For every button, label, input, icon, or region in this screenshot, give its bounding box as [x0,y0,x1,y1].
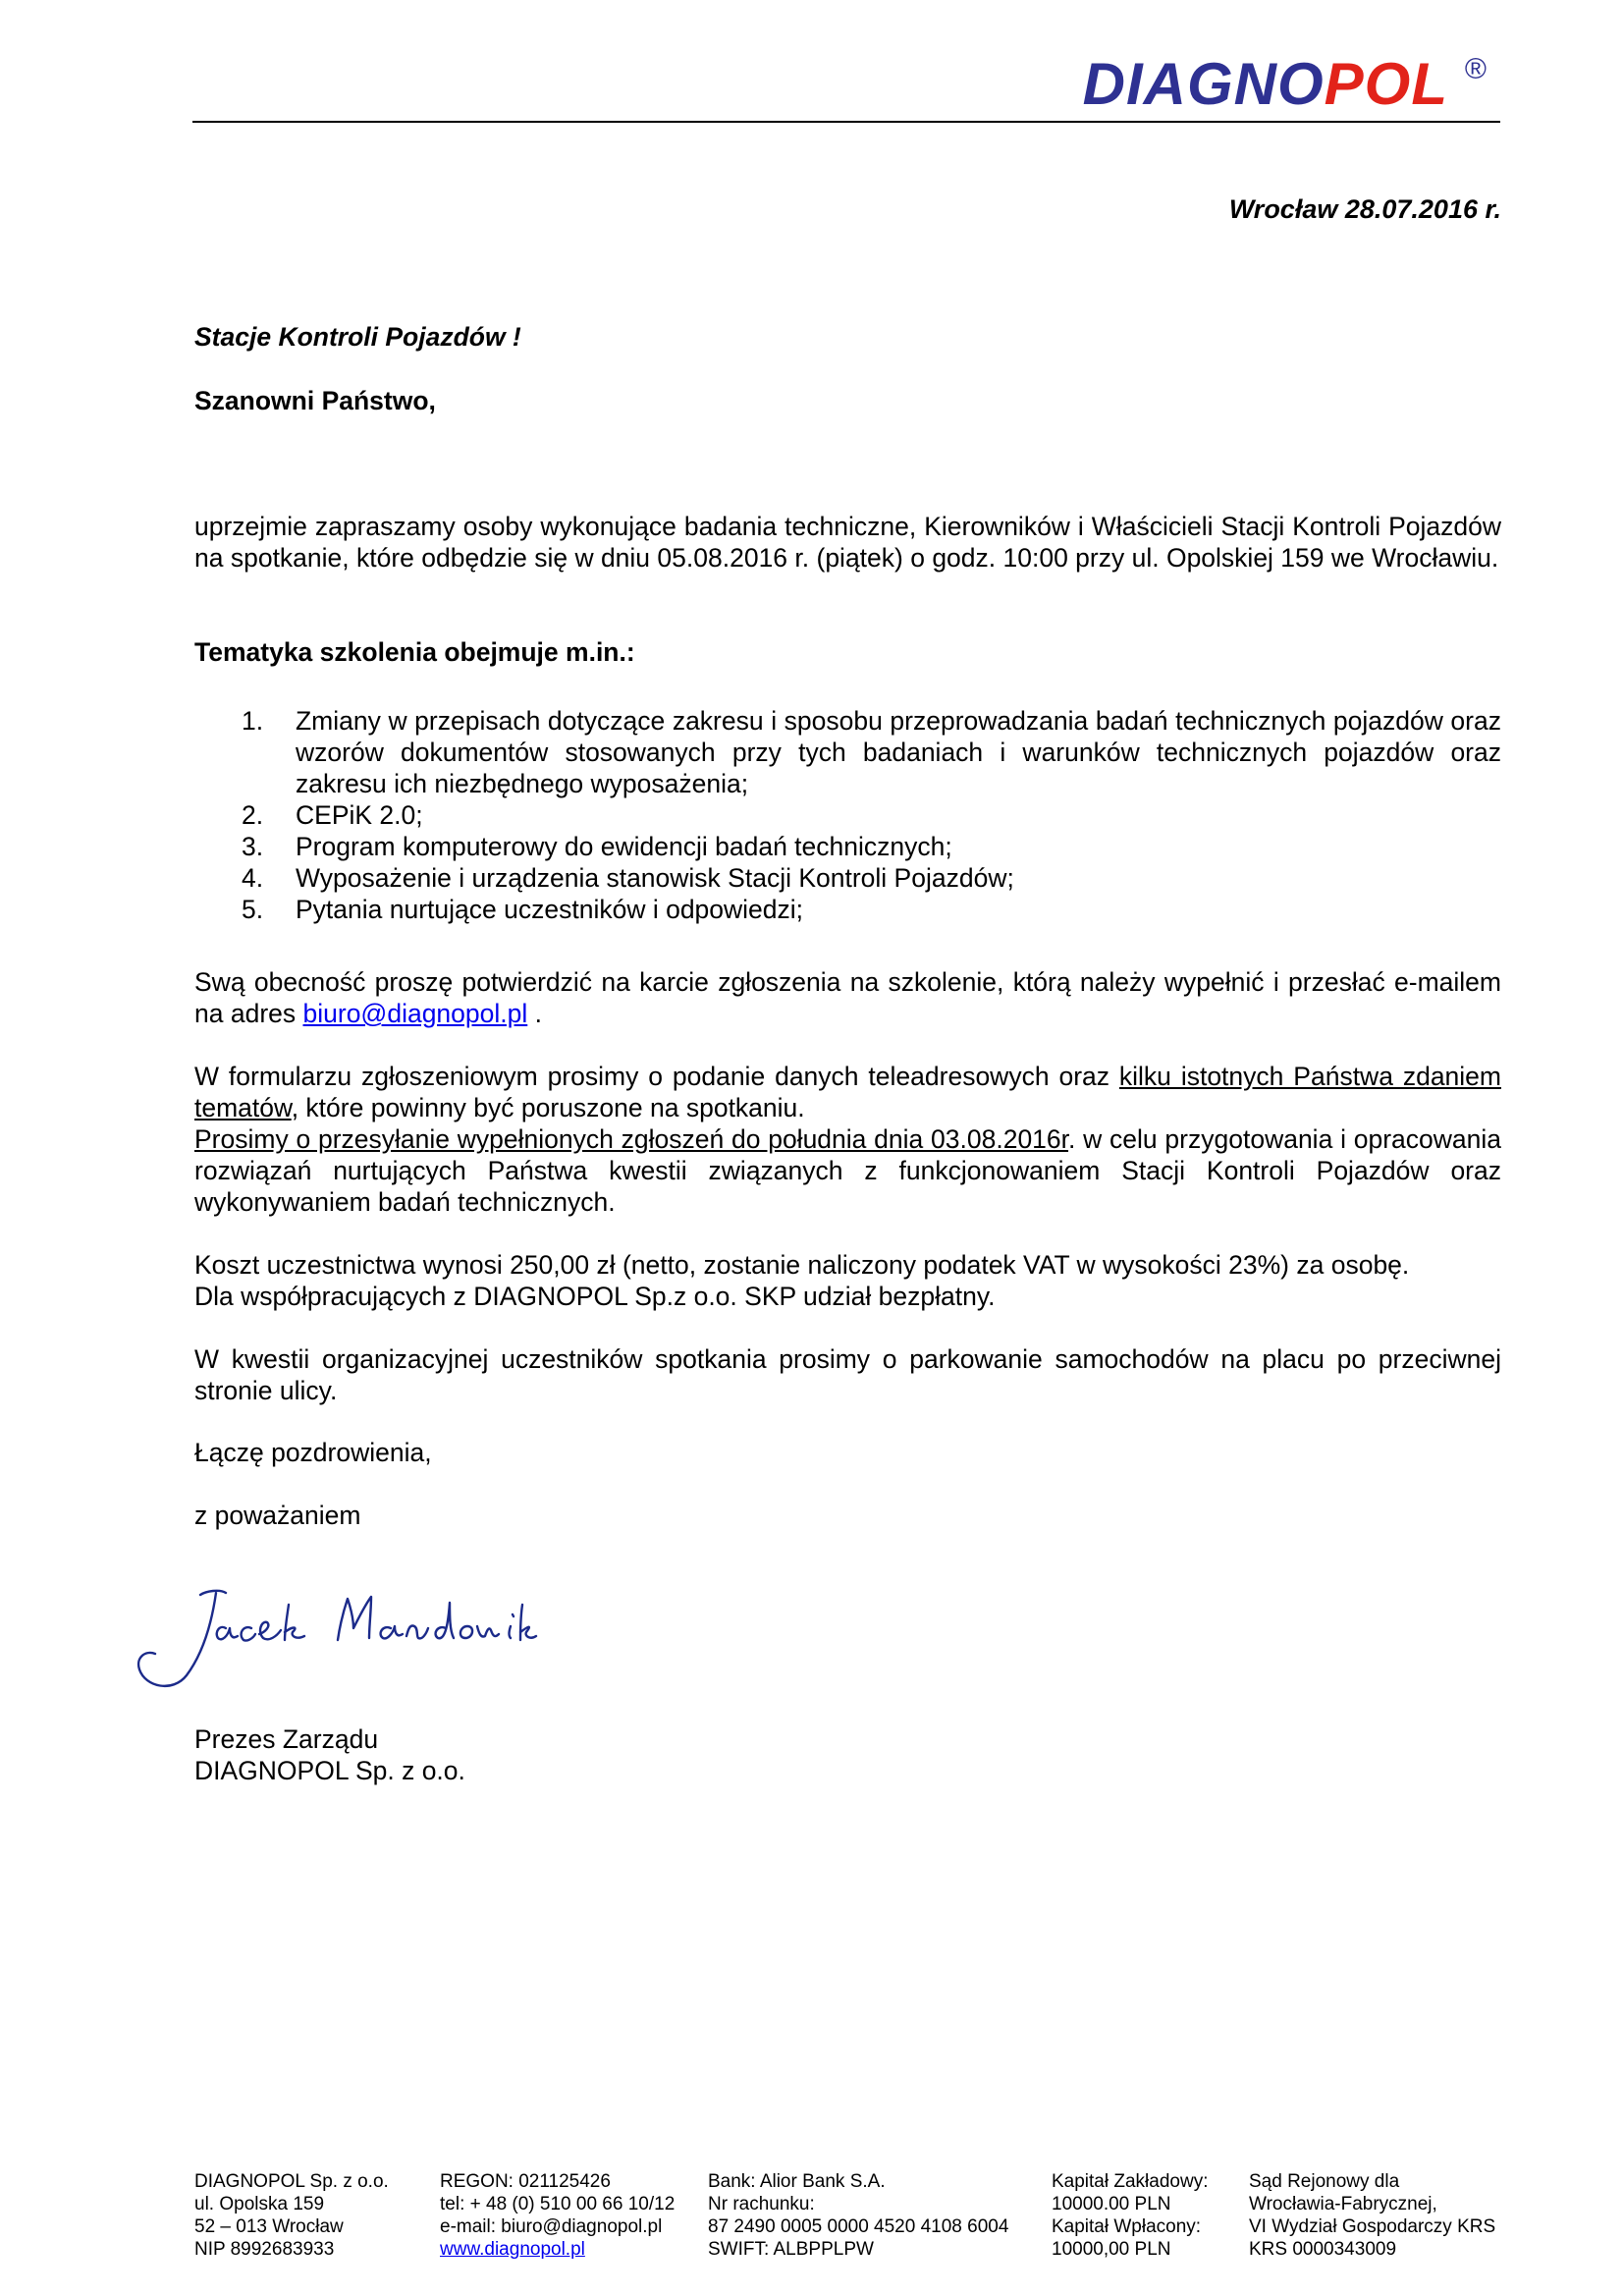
website-link[interactable]: www.diagnopol.pl [440,2239,585,2260]
form-text-1: W formularzu zgłoszeniowym prosimy o podanie danych teleadresowych oraz [194,1062,1119,1091]
signer-company: DIAGNOPOL Sp. z o.o. [194,1756,465,1785]
footer-bank-info [708,2170,1008,2261]
list-item-number: 4. [242,863,264,893]
form-underlined-deadline: Prosimy o przesyłanie wypełnionych zgłoszeń do południa dnia 03.08.2016r [194,1124,1069,1154]
logo-accent-text: POL [1324,51,1448,117]
footer-capital-info [1052,2170,1208,2261]
intro-paragraph: uprzejmie zapraszamy osoby wykonujące badania techniczne, Kierowników i Właścicieli Stacji Kontroli Pojazdów na spotkanie, które odbędzie się w dniu 05.08.2016 r. (piątek) o godz. 10:00 przy ul. Opolskiej 159 we Wrocławiu. [194,512,1501,573]
signer-block [194,1723,1501,1786]
footer-text: Sąd Rejonowy dla [1249,2171,1400,2192]
list-item-number: 5. [242,895,264,924]
parking-paragraph: W kwestii organizacyjnej uczestników spotkania prosimy o parkowanie samochodów na placu po przeciwnej stronie ulicy. [194,1344,1501,1405]
list-item-number: 1. [242,706,264,736]
footer-text: VI Wydział Gospodarczy KRS [1249,2216,1496,2237]
footer-text: Bank: Alior Bank S.A. [708,2171,886,2192]
list-item [242,799,1501,831]
letter-date: Wrocław 28.07.2016 r. [1228,194,1501,224]
signature-image [130,1571,542,1689]
cost-line-2: Dla współpracujących z DIAGNOPOL Sp.z o.o. SKP udział bezpłatny. [194,1282,996,1311]
footer-text: ul. Opolska 159 [194,2194,325,2214]
list-item [242,831,1501,862]
addressee: Stacje Kontroli Pojazdów ! [194,322,521,352]
list-item-text: CEPiK 2.0; [296,800,423,830]
footer-court-info [1249,2170,1495,2261]
footer-text: Wrocławia-Fabrycznej, [1249,2194,1437,2214]
footer-text: REGON: 021125426 [440,2171,611,2192]
confirmation-paragraph [194,966,1501,1029]
list-item [242,894,1501,925]
footer-text: 52 – 013 Wrocław [194,2216,344,2237]
footer-text: KRS 0000343009 [1249,2239,1397,2260]
confirmation-tail: . [527,999,542,1028]
form-text-3: . w celu przygotowania i opracowania rozwiązań nurtujących Państwa kwestii związanych z funkcjonowaniem Stacji Kontroli Pojazdów oraz wykonywaniem badań technicznych. [194,1124,1501,1217]
cost-paragraph [194,1249,1501,1312]
closing: z poważaniem [194,1501,361,1530]
list-item-text: Wyposażenie i urządzenia stanowisk Stacji Kontroli Pojazdów; [296,863,1014,893]
footer-text: 10000.00 PLN [1052,2194,1171,2214]
regards: Łączę pozdrowienia, [194,1438,432,1467]
list-item-text: Zmiany w przepisach dotyczące zakresu i sposobu przeprowadzania badań technicznych pojazdów oraz wzorów dokumentów stosowanych przy tych badaniach i warunków technicznych pojazdów oraz zakresu ich niezbędnego wyposażenia; [296,706,1501,798]
footer-text: DIAGNOPOL Sp. z o.o. [194,2171,389,2192]
logo-registered-mark: ® [1464,53,1488,85]
footer-text: Kapitał Zakładowy: [1052,2171,1209,2192]
footer-text: e-mail: biuro@diagnopol.pl [440,2216,663,2237]
list-item-text: Program komputerowy do ewidencji badań technicznych; [296,832,952,861]
list-item [242,705,1501,799]
form-paragraph [194,1061,1501,1218]
email-link[interactable]: biuro@diagnopol.pl [302,999,528,1028]
topics-list [242,705,1501,925]
footer-text: 10000,00 PLN [1052,2239,1171,2260]
footer-text: Kapitał Wpłacony: [1052,2216,1202,2237]
cost-line-1: Koszt uczestnictwa wynosi 250,00 zł (netto, zostanie naliczony podatek VAT w wysokości 23%) za osobę. [194,1250,1410,1280]
form-underlined-topics: kilku istotnych Państwa zdaniem tematów [194,1062,1501,1122]
list-item-text: Pytania nurtujące uczestników i odpowiedzi; [296,895,804,924]
footer-text: Nr rachunku: [708,2194,815,2214]
company-logo [1082,51,1488,117]
form-text-2: , które powinny być poruszone na spotkaniu. [291,1093,805,1122]
footer-text: SWIFT: ALBPPLPW [708,2239,874,2260]
list-item-number: 2. [242,800,264,830]
footer-text: tel: + 48 (0) 510 00 66 10/12 [440,2194,676,2214]
signer-title: Prezes Zarządu [194,1724,379,1754]
logo-main-text: DIAGNO [1082,51,1325,117]
salutation: Szanowni Państwo, [194,386,436,415]
footer-text: NIP 8992683933 [194,2239,335,2260]
confirmation-text: Swą obecność proszę potwierdzić na karcie zgłoszenia na szkolenie, którą należy wypełnić i przesłać e-mailem na adres [194,967,1501,1028]
footer-contact-info [440,2170,675,2261]
list-item [242,862,1501,894]
list-item-number: 3. [242,832,264,861]
footer-text: 87 2490 0005 0000 4520 4108 6004 [708,2216,1009,2237]
footer-company-info [194,2170,389,2261]
topics-heading: Tematyka szkolenia obejmuje m.in.: [194,637,635,667]
header-divider [192,121,1500,123]
